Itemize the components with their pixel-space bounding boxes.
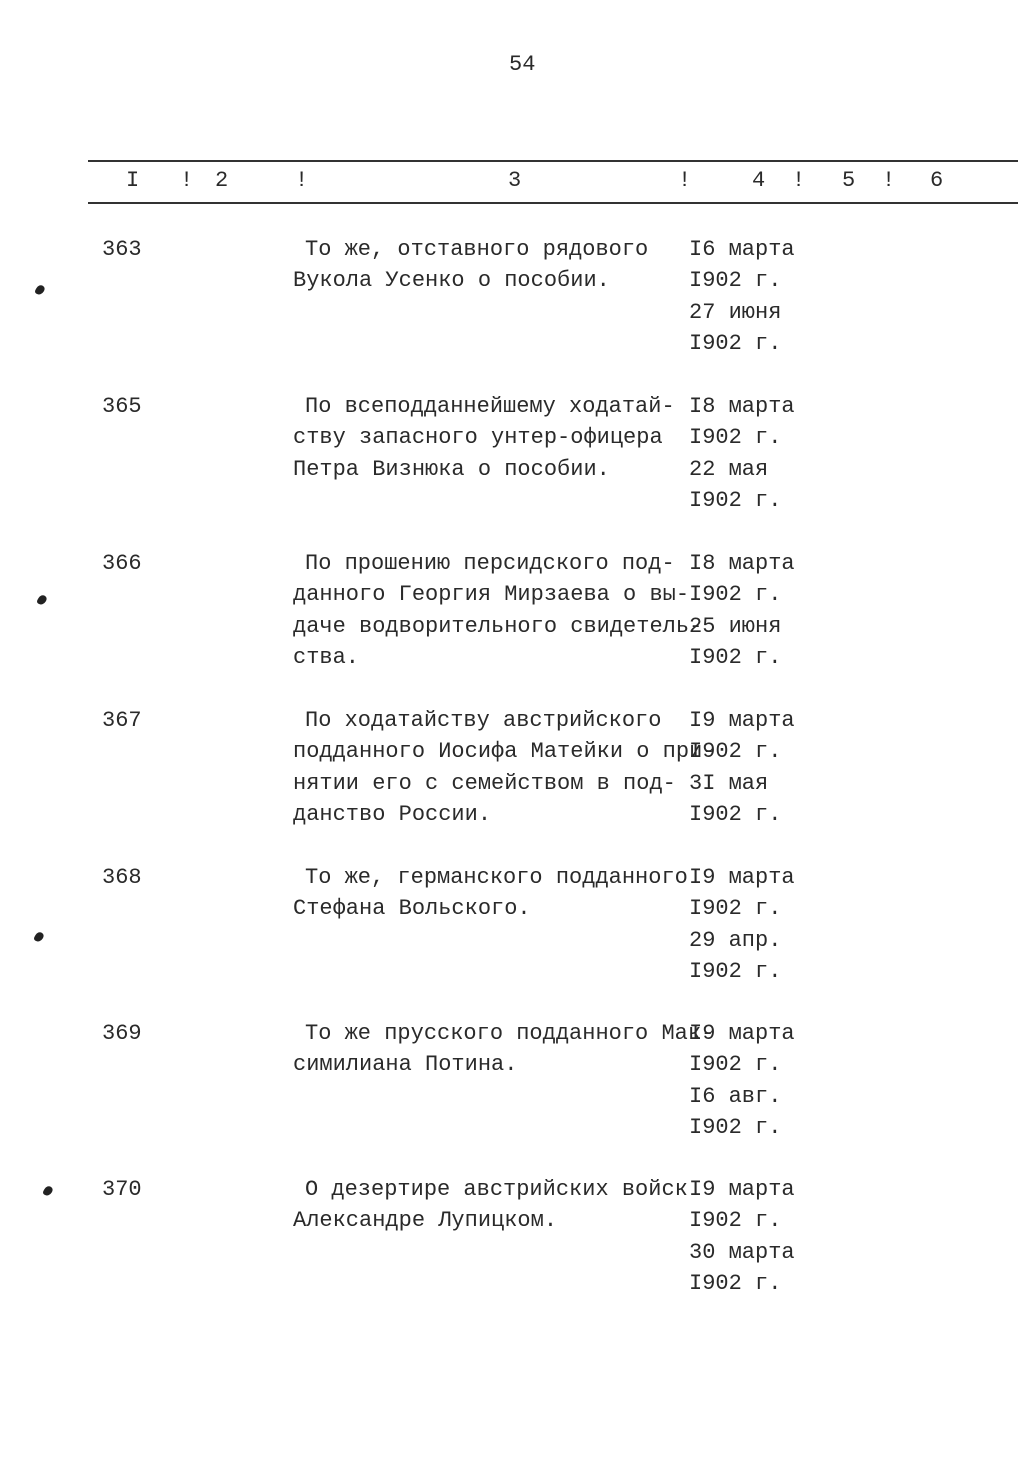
header-top-rule — [88, 160, 1018, 162]
description-line: ства. — [293, 645, 360, 671]
entry-dates — [689, 234, 829, 360]
description-line: То же, отставного рядового — [305, 237, 649, 262]
header-col-3: 3 — [508, 168, 522, 193]
date-line: 25 июня — [689, 613, 782, 639]
date-line: I9 марта — [689, 865, 795, 890]
date-line: I902 г. — [689, 1208, 782, 1234]
entry-number: 366 — [102, 551, 142, 576]
entry-description — [293, 1018, 715, 1081]
date-line: I902 г. — [689, 488, 782, 514]
description-line: То же прусского подданного Мак- — [305, 1021, 715, 1046]
header-separator: ! — [792, 168, 806, 193]
description-line: По ходатайству австрийского — [305, 708, 662, 733]
date-line: I902 г. — [689, 331, 782, 357]
date-line: I8 марта — [689, 551, 795, 576]
header-bottom-rule — [88, 202, 1018, 204]
header-separator: ! — [882, 168, 896, 193]
description-line: О дезертире австрийских войск — [305, 1177, 688, 1202]
date-line: I902 г. — [689, 268, 782, 294]
date-line: I6 марта — [689, 237, 795, 262]
register-entry — [0, 1018, 1024, 1158]
header-col-1: I — [126, 168, 140, 193]
entry-dates — [689, 391, 829, 517]
register-entry — [0, 391, 1024, 531]
entry-number: 365 — [102, 394, 142, 419]
entry-description — [293, 391, 693, 485]
description-line: нятии его с семейством в под- — [293, 770, 676, 796]
date-line: I902 г. — [689, 959, 782, 985]
date-line: I8 марта — [689, 394, 795, 419]
date-line: I902 г. — [689, 425, 782, 451]
date-line: I902 г. — [689, 1271, 782, 1297]
header-col-6: 6 — [930, 168, 944, 193]
entry-dates — [689, 862, 829, 988]
entry-number: 370 — [102, 1177, 142, 1202]
date-line: I9 марта — [689, 1177, 795, 1202]
entry-description — [293, 234, 693, 297]
header-col-5: 5 — [842, 168, 856, 193]
entry-dates — [689, 705, 829, 831]
date-line: I902 г. — [689, 802, 782, 828]
register-entry — [0, 862, 1024, 1002]
entry-dates — [689, 1018, 829, 1144]
date-line: I902 г. — [689, 645, 782, 671]
header-col-4: 4 — [752, 168, 766, 193]
description-line: По прошению персидского под- — [305, 551, 675, 576]
register-entry — [0, 548, 1024, 688]
entry-number: 367 — [102, 708, 142, 733]
date-line: 29 апр. — [689, 927, 782, 953]
description-line: данного Георгия Мирзаева о вы- — [293, 582, 690, 608]
entry-number: 369 — [102, 1021, 142, 1046]
date-line: 3I мая — [689, 770, 769, 796]
description-line: симилиана Потина. — [293, 1052, 518, 1078]
description-line: данство России. — [293, 802, 492, 828]
date-line: 30 марта — [689, 1239, 795, 1265]
register-entry — [0, 705, 1024, 845]
date-line: I9 марта — [689, 1021, 795, 1046]
entry-description — [293, 548, 703, 674]
date-line: I902 г. — [689, 739, 782, 765]
description-line: подданного Иосифа Матейки о при- — [293, 739, 716, 765]
page-number: 54 — [509, 52, 536, 77]
header-col-2: 2 — [215, 168, 229, 193]
entry-number: 363 — [102, 237, 142, 262]
date-line: I902 г. — [689, 1115, 782, 1141]
header-separator: ! — [180, 168, 194, 193]
date-line: I902 г. — [689, 582, 782, 608]
register-entry — [0, 1174, 1024, 1314]
description-line: Александре Лупицком. — [293, 1208, 558, 1234]
date-line: I902 г. — [689, 1052, 782, 1078]
description-line: даче водворительного свидетель- — [293, 613, 703, 639]
header-separator: ! — [295, 168, 309, 193]
date-line: I9 марта — [689, 708, 795, 733]
description-line: Петра Визнюка о пособии. — [293, 456, 610, 482]
entry-description — [293, 1174, 693, 1237]
description-line: То же, германского подданного — [305, 865, 688, 890]
description-line: Стефана Вольского. — [293, 896, 531, 922]
entry-dates — [689, 548, 829, 674]
entry-number: 368 — [102, 865, 142, 890]
description-line: ству запасного унтер-офицера — [293, 425, 663, 451]
date-line: 22 мая — [689, 456, 769, 482]
description-line: Вукола Усенко о пособии. — [293, 268, 610, 294]
register-entry — [0, 234, 1024, 374]
date-line: I6 авг. — [689, 1083, 782, 1109]
date-line: 27 июня — [689, 299, 782, 325]
date-line: I902 г. — [689, 896, 782, 922]
description-line: По всеподданнейшему ходатай- — [305, 394, 675, 419]
entry-description — [293, 862, 693, 925]
header-separator: ! — [678, 168, 692, 193]
entry-description — [293, 705, 716, 831]
entry-dates — [689, 1174, 829, 1300]
